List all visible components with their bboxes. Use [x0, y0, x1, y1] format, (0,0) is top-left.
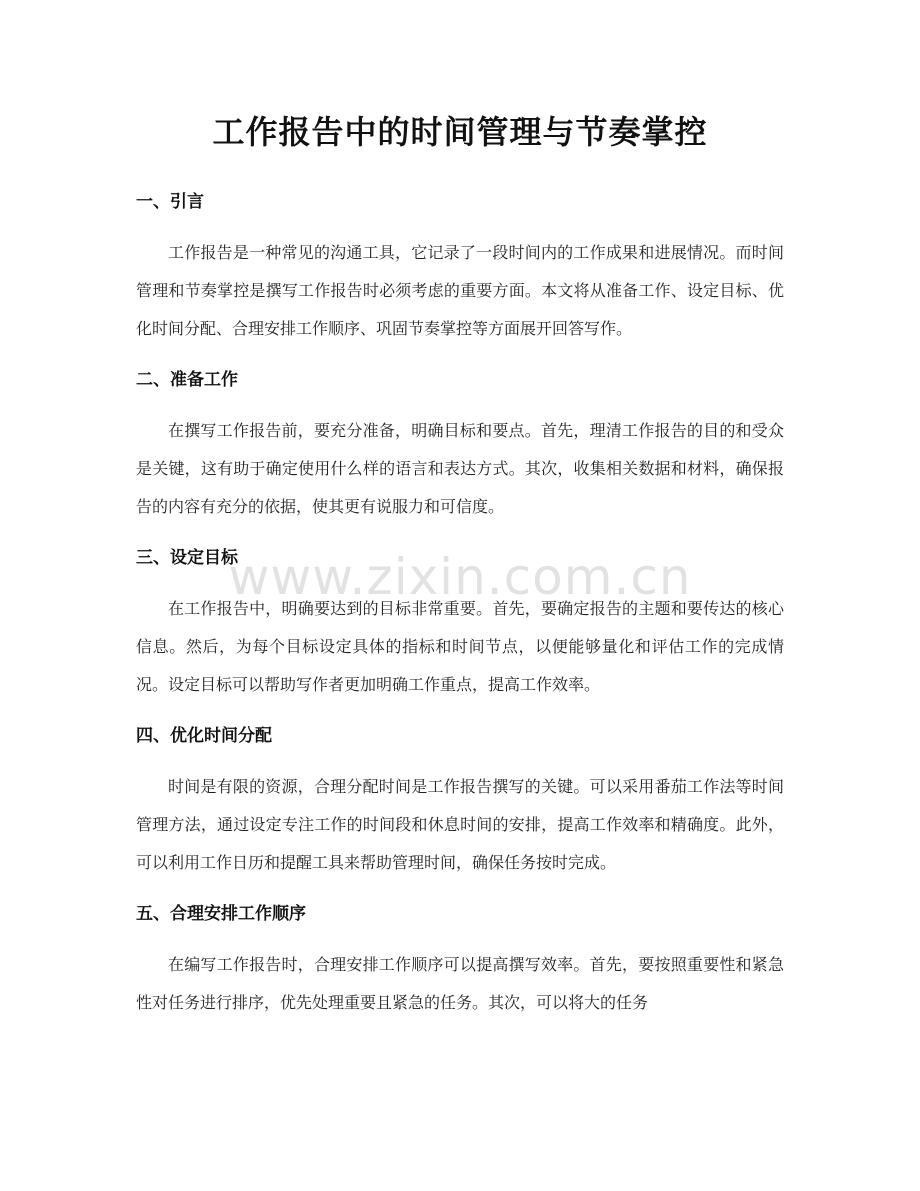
document-title: 工作报告中的时间管理与节奏掌控: [212, 113, 708, 151]
section-body-time-allocation: 时间是有限的资源，合理分配时间是工作报告撰写的关键。可以采用番茄工作法等时间管理方法，通过设定专注工作的时间段和休息时间的安排，提高工作效率和精确度。此外，可以利用工作日历和提醒工具来帮助管理时间，确保任务按时完成。: [136, 777, 784, 872]
section-body-work-order: 在编写工作报告时，合理安排工作顺序可以提高撰写效率。首先，要按照重要性和紧急性对任务进行排序，优先处理重要且紧急的任务。其次，可以将大的任务: [136, 955, 784, 1012]
section-heading-introduction: 一、引言: [136, 192, 204, 212]
section-heading-preparation: 二、准备工作: [136, 370, 238, 390]
section-body-set-goals: 在工作报告中，明确要达到的目标非常重要。首先，要确定报告的主题和要传达的核心信息。然后，为每个目标设定具体的指标和时间节点，以便能够量化和评估工作的完成情况。设定目标可以帮助写作者更加明确工作重点，提高工作效率。: [136, 599, 784, 694]
section-heading-work-order: 五、合理安排工作顺序: [136, 904, 306, 924]
section-body-introduction: 工作报告是一种常见的沟通工具，它记录了一段时间内的工作成果和进展情况。而时间管理和节奏掌控是撰写工作报告时必须考虑的重要方面。本文将从准备工作、设定目标、优化时间分配、合理安排工作顺序、巩固节奏掌控等方面展开回答写作。: [136, 243, 784, 338]
section-body-preparation: 在撰写工作报告前，要充分准备，明确目标和要点。首先，理清工作报告的目的和受众是关键，这有助于确定使用什么样的语言和表达方式。其次，收集相关数据和材料，确保报告的内容有充分的依据，使其更有说服力和可信度。: [136, 421, 784, 516]
section-heading-time-allocation: 四、优化时间分配: [136, 726, 272, 746]
section-heading-set-goals: 三、设定目标: [136, 548, 238, 568]
watermark-text: www.zixin.com.cn: [228, 548, 692, 606]
